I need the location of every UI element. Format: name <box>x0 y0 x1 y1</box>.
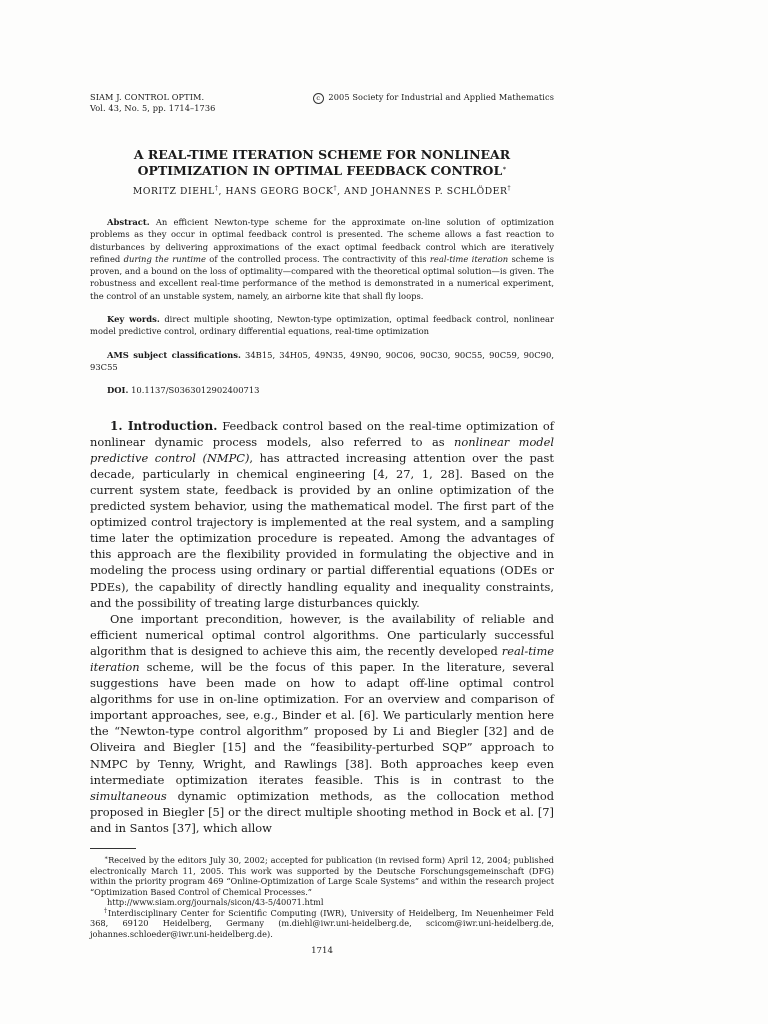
p1-text-b: , has attracted increasing attention over the past decade, particularly in chemical engineering [4, 27, 1, 28]. Based on the current system state, feedback is provided by an online optimization of the predicted system behavior, using the mathematical model. The first part of the optimized control trajectory is implemented at the real system, and a sampling time later the optimization procedure is repeated. Among the advantages of this approach are the flexibility provided in formulating the objective and in modeling the process using ordinary or partial differential equations (ODEs or PDEs), the capability of directly handling equality and inequality constraints, and the possibility of treating large disturbances quickly. <box>90 450 554 610</box>
ams-classifications <box>90 349 554 374</box>
copyright-text: 2005 Society for Industrial and Applied Mathematics <box>328 92 554 102</box>
doi-text: 10.1137/S0363012902400713 <box>128 385 260 396</box>
p2-italic-1: real-time iteration <box>90 643 554 674</box>
author-2: HANS GEORG BOCK <box>225 186 334 197</box>
footnote-1-mark: ∗ <box>104 854 109 862</box>
author-3: JOHANNES P. SCHLÖDER <box>371 186 508 197</box>
abstract-italic-2: real-time iteration <box>429 253 509 264</box>
page-number: 1714 <box>311 946 333 956</box>
paragraph-1 <box>90 418 554 611</box>
paragraph-2 <box>90 611 554 836</box>
author-3-mark: † <box>507 184 512 192</box>
abstract-text-3: scheme is proven, and a bound on the loss of optimality—compared with the theoretical optimal solution—is given. The robustness and excellent real-time performance of the method is demonstrated in a numerical experiment, the control of an unstable system, namely, an airborne kite that shall fly loops. <box>90 253 555 301</box>
keywords <box>90 313 554 338</box>
footnote-1 <box>90 855 554 897</box>
footnotes <box>90 855 554 939</box>
author-2-mark: † <box>333 184 338 192</box>
running-header <box>90 92 554 114</box>
journal-name: SIAM J. CONTROL OPTIM. <box>90 92 205 102</box>
footnote-2-mark: † <box>104 906 108 914</box>
p2-text-a: One important precondition, however, is the availability of reliable and efficient numerical optimal control algorithms. One particularly successful algorithm that is designed to achieve this aim, the recently developed <box>90 611 554 658</box>
p1-italic: nonlinear model predictive control (NMPC) <box>90 434 554 465</box>
section-heading: 1. Introduction. <box>110 418 218 433</box>
p2-text-c: dynamic optimization methods, as the collocation method proposed in Biegler [5] or the direct multiple shooting method in Bock et al. [7] and in Santos [37], which allow <box>90 788 554 835</box>
abstract <box>90 216 554 302</box>
copyright-line <box>313 92 554 114</box>
doi <box>90 384 554 396</box>
author-sep-1: , <box>218 186 226 197</box>
copyright-icon: c <box>313 93 324 104</box>
author-1-mark: † <box>214 184 219 192</box>
volume-info: Vol. 43, No. 5, pp. 1714–1736 <box>90 103 216 113</box>
footnote-rule <box>90 848 136 849</box>
p1-text-a: Feedback control based on the real-time optimization of nonlinear dynamic process models, also referred to as <box>90 418 554 449</box>
doi-label: DOI. <box>107 385 129 396</box>
introduction-section <box>90 418 554 836</box>
title-line-1: A REAL-TIME ITERATION SCHEME FOR NONLINEAR <box>133 147 511 162</box>
p2-italic-2: simultaneous <box>90 788 167 803</box>
ams-label: AMS subject classifications. <box>107 349 241 360</box>
footnote-url[interactable]: http://www.siam.org/journals/sicon/43-5/40071.html <box>107 897 324 907</box>
author-sep-2: , AND <box>337 186 372 197</box>
abstract-text-2: of the controlled process. The contractivity of this <box>205 253 430 264</box>
title-line-2 <box>90 163 554 179</box>
p2-text-b: scheme, will be the focus of this paper. In the literature, several suggestions have been made on how to adapt off-line optimal control algorithms for use in on-line optimization. For an overview and comparison of important approaches, see, e.g., Binder et al. [6]. We particularly mention here the “Newton-type control algorithm” proposed by Li and Biegler [32] and de Oliveira and Biegler [15] and the “feasibility-perturbed SQP” approach to NMPC by Tenny, Wright, and Rawlings [38]. Both approaches keep even intermediate optimization iterates feasible. This is in contrast to the <box>90 659 554 787</box>
keywords-text: direct multiple shooting, Newton-type optimization, optimal feedback control, nonlinear model predictive control, ordinary differential equations, real-time optimization <box>90 314 555 337</box>
paper-title <box>90 147 554 179</box>
abstract-italic-1: during the runtime <box>123 253 206 264</box>
footnote-1-text: Received by the editors July 30, 2002; accepted for publication (in revised form) April 12, 2004; published electronically March 11, 2005. This work was supported by the Deutsche Forschungsgemeinschaft (DFG) within the priority program 469 “Online-Optimization of Large Scale Systems” and within the research project “Optimization Based Control of Chemical Processes.” <box>90 855 554 897</box>
author-1: MORITZ DIEHL <box>132 186 215 197</box>
footnote-2 <box>90 908 554 940</box>
abstract-text-1: An efficient Newton-type scheme for the approximate on-line solution of optimization problems as they occur in optimal feedback control is presented. The scheme allows a fast reaction to disturbances by delivering approximations of the exact optimal feedback control which are iteratively refined <box>90 217 554 264</box>
keywords-label: Key words. <box>107 314 160 325</box>
ams-text: 34B15, 34H05, 49N35, 49N90, 90C06, 90C30, 90C55, 90C59, 90C90, 93C55 <box>90 349 554 372</box>
journal-info <box>90 92 215 114</box>
footnote-2-text: Interdisciplinary Center for Scientific Computing (IWR), University of Heidelberg, Im Neuenheimer Feld 368, 69120 Heidelberg, Germany (m.diehl@iwr.uni-heidelberg.de, scicom@iwr.uni-heidelberg.de, johannes.schloeder@iwr.uni-heidelberg.de). <box>90 907 555 939</box>
title-footnote-mark: ∗ <box>502 164 507 172</box>
title-line-2-text: OPTIMIZATION IN OPTIMAL FEEDBACK CONTROL <box>137 163 503 178</box>
abstract-label: Abstract. <box>107 217 150 227</box>
author-list <box>90 186 554 197</box>
paper-page <box>90 92 554 956</box>
